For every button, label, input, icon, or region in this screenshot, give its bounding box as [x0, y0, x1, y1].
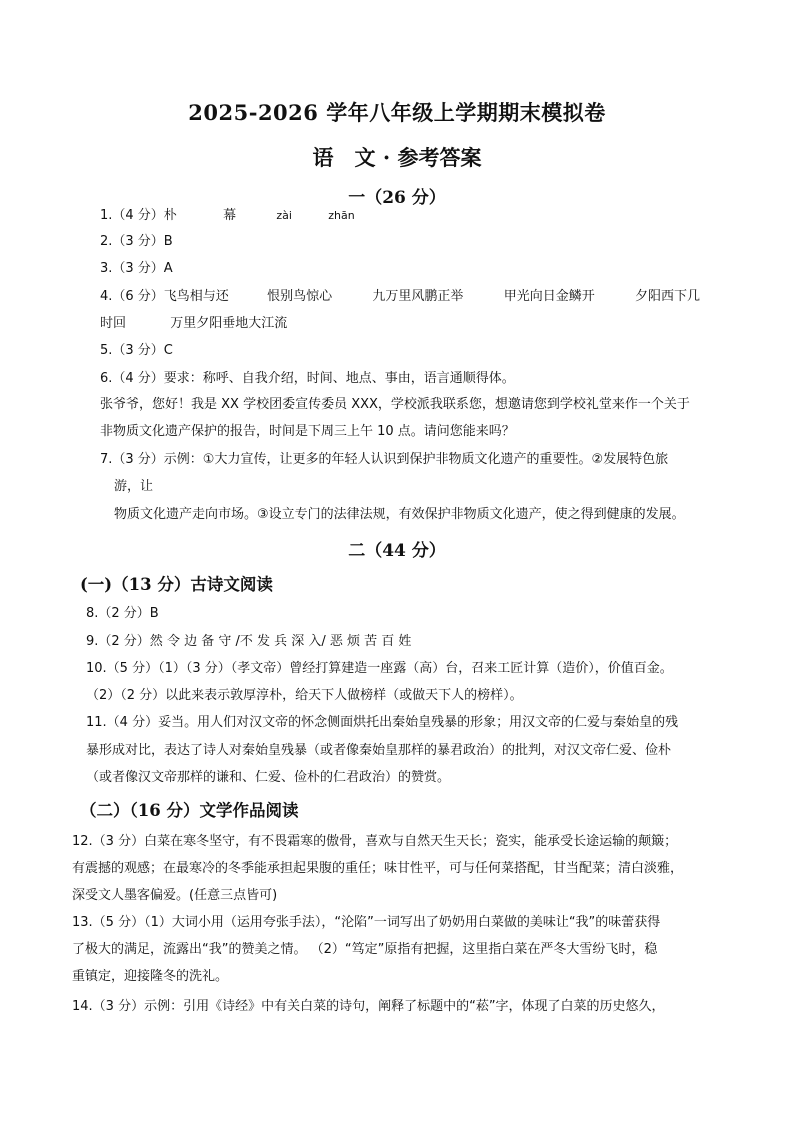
subsection-literary-reading: （二）（16 分）文学作品阅读: [80, 801, 299, 820]
answer-q7-line2: 游，让: [114, 479, 154, 494]
section-2-heading: 二（44 分）: [348, 541, 446, 561]
answer-q12-line1: 12.（3 分）白菜在寒冬坚守，有不畏霜寒的傲骨，喜欢与自然天生天长；瓷实，能承受长途运输的颠簸；: [72, 834, 678, 849]
answer-q4-part7: 万里夕阳垂地大江流: [170, 316, 288, 331]
page-subtitle: 语 文 · 参考答案: [312, 145, 482, 170]
answer-q13-line2: 了极大的满足，流露出“我”的赞美之情。 （2）“笃定”原指有把握，这里指白菜在严冬大雪纷飞时，稳: [72, 942, 658, 957]
answer-q1-item2: 幕: [223, 208, 237, 223]
answer-q13-line1: 13.（5 分）（1）大词小用（运用夸张手法），“沦陷”一词写出了奶奶用白菜做的美味让“我”的味蕾获得: [72, 915, 661, 930]
answer-q4-line1: [100, 288, 700, 306]
answer-q1-item3: zài: [276, 209, 292, 222]
answer-q4-part4: 甲光向日金鳞开: [503, 289, 595, 304]
answer-q4-part6: 时回: [100, 316, 127, 331]
answer-q11-line1: 11.（4 分）妥当。用人们对汉文帝的怀念侧面烘托出秦始皇残暴的形象；用汉文帝的仁爱与秦始皇的残: [86, 715, 679, 730]
answer-q9: 9.（2 分）然 令 边 备 守 /不 发 兵 深 入/ 恶 烦 苦 百 姓: [86, 634, 412, 649]
answer-q11-line2: 暴形成对比，表达了诗人对秦始皇残暴（或者像秦始皇那样的暴君政治）的批判，对汉文帝仁爱、俭朴: [86, 743, 672, 758]
answer-q4-part2: 恨别鸟惊心: [267, 289, 333, 304]
answer-q8: 8.（2 分）B: [86, 606, 159, 621]
answer-q4-prefix: 4.（6 分）飞鸟相与还: [100, 289, 229, 304]
answer-q12-line3: 深受文人墨客偏爱。(任意三点皆可): [72, 888, 278, 903]
answer-q7-line3: 物质文化遗产走向市场。③设立专门的法律法规，有效保护非物质文化遗产，使之得到健康的发展。: [114, 507, 685, 522]
subsection-classical-poetry: (一)（13 分）古诗文阅读: [80, 575, 273, 594]
section-1-heading: 一（26 分）: [348, 188, 446, 208]
answer-q12-line2: 有震撼的观感；在最寒冷的冬季能承担起果腹的重任；味甘性平，可与任何菜搭配，甘当配菜；清白淡雅，: [72, 861, 684, 876]
answer-q10-line1: 10.（5 分）（1）（3 分）（孝文帝）曾经打算建造一座露（高）台，召来工匠计算（造价），价值百金。: [86, 661, 673, 676]
answer-q13-line3: 重镇定，迎接隆冬的洗礼。: [72, 969, 229, 984]
answer-q14-line1: 14.（3 分）示例：引用《诗经》中有关白菜的诗句，阐释了标题中的“菘”字，体现了白菜的历史悠久，: [72, 999, 665, 1014]
answer-q10-line2: （2）（2 分）以此来表示敦厚淳朴，给天下人做榜样（或做天下人的榜样）。: [86, 688, 523, 703]
answer-q7-line1: 7.（3 分）示例：①大力宣传，让更多的年轻人认识到保护非物质文化遗产的重要性。②发展特色旅: [100, 452, 669, 467]
answer-q4-line2: [100, 315, 287, 333]
answer-q3: 3.（3 分）A: [100, 261, 173, 276]
answer-q5: 5.（3 分）C: [100, 343, 173, 358]
answer-q2: 2.（3 分）B: [100, 234, 173, 249]
page-title: 2025-2026 学年八年级上学期期末模拟卷: [188, 100, 606, 125]
answer-q4-part5: 夕阳西下几: [634, 289, 700, 304]
answer-q6-line2: 张爷爷，您好！我是 XX 学校团委宣传委员 XXX，学校派我联系您，想邀请您到学校礼堂来作一个关于: [100, 397, 690, 412]
answer-q4-part3: 九万里风鹏正举: [372, 289, 464, 304]
answer-q1-item4: zhān: [328, 209, 355, 222]
answer-q6-line1: 6.（4 分）要求：称呼、自我介绍，时间、地点、事由，语言通顺得体。: [100, 371, 515, 386]
answer-q1: [100, 207, 355, 225]
answer-q1-prefix: 1.（4 分）朴: [100, 208, 177, 223]
answer-q6-line3: 非物质文化遗产保护的报告，时间是下周三上午 10 点。请问您能来吗？: [100, 424, 515, 439]
answer-q11-line3: （或者像汉文帝那样的谦和、仁爱、俭朴的仁君政治）的赞赏。: [86, 770, 451, 785]
